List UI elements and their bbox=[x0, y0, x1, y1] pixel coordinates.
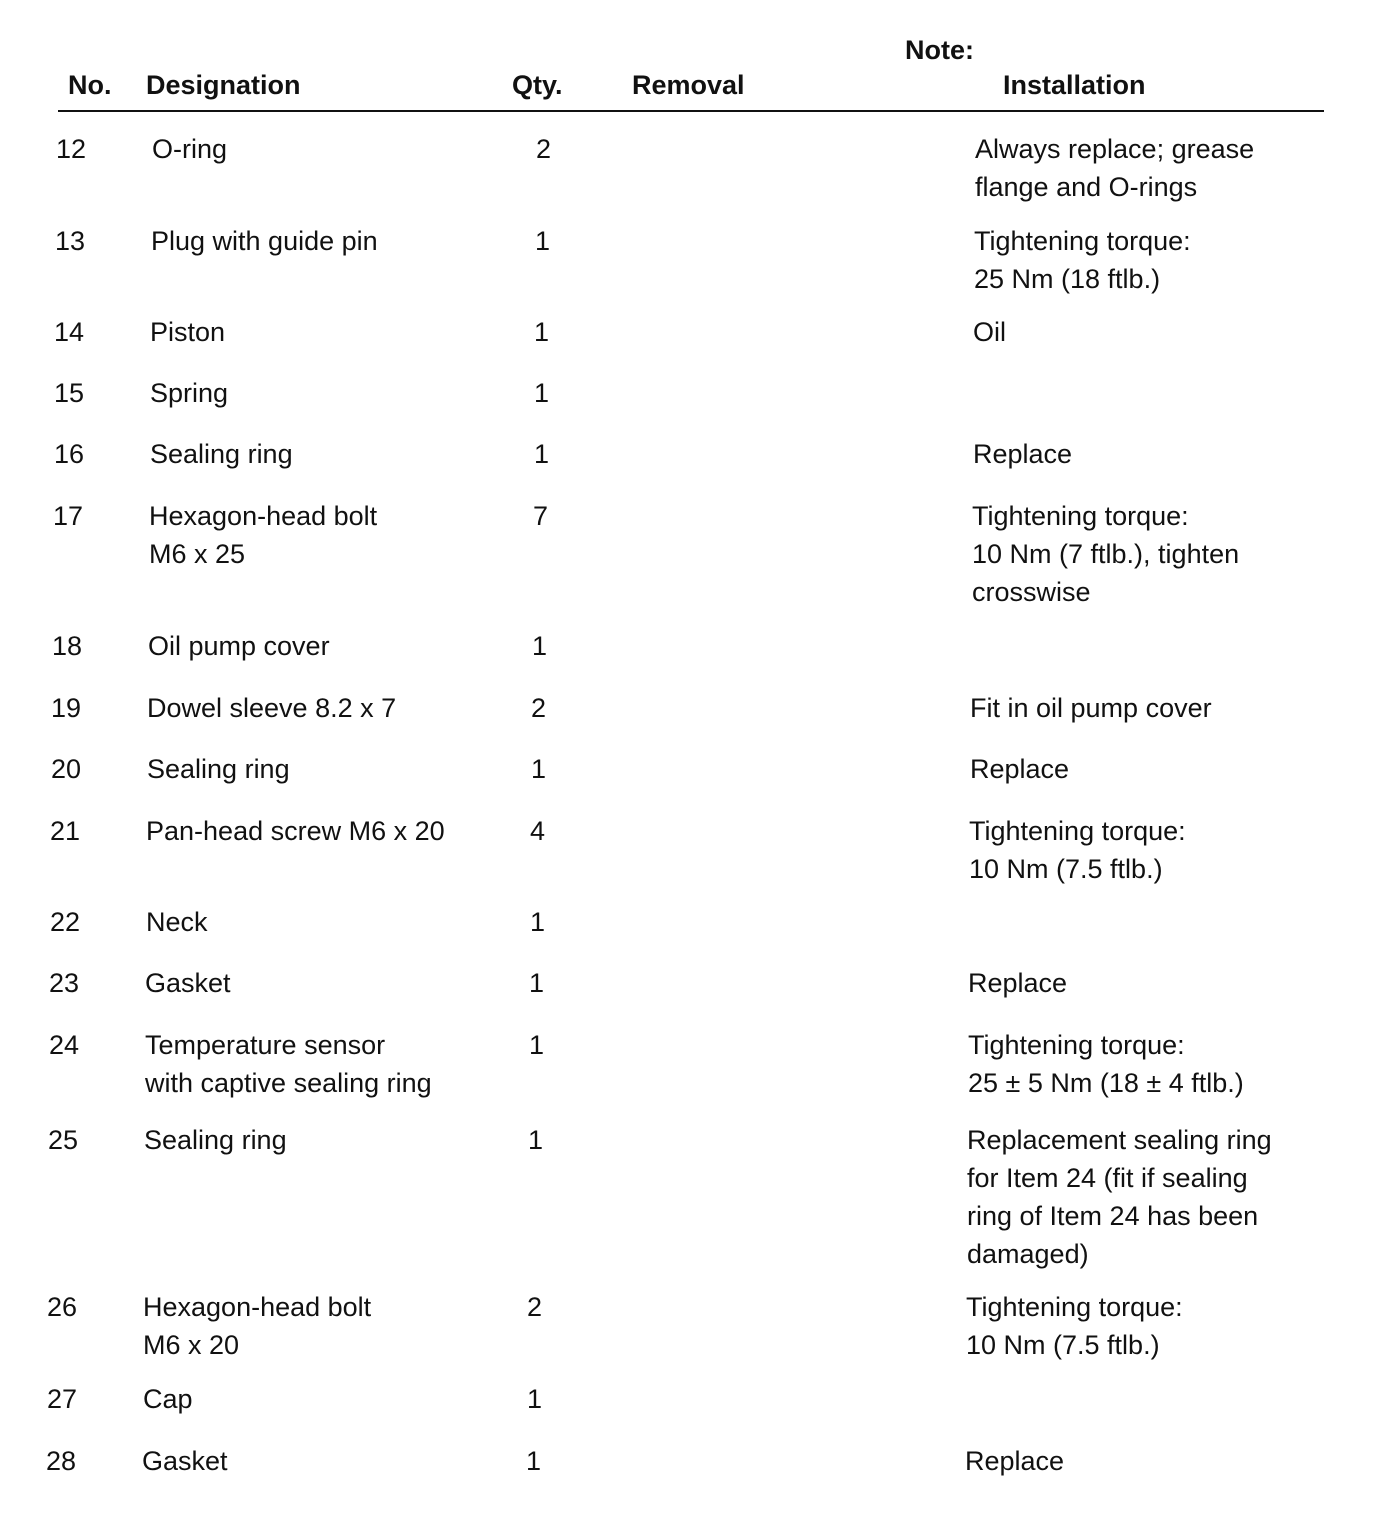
table-row bbox=[4, 130, 1285, 206]
item-installation-note: Tightening torque: 10 Nm (7.5 ftlb.) bbox=[966, 1292, 1183, 1360]
item-quantity: 2 bbox=[535, 134, 551, 164]
item-designation: Temperature sensor with captive sealing ring bbox=[145, 1030, 432, 1098]
table-row bbox=[2, 435, 1283, 473]
item-quantity: 1 bbox=[528, 1030, 544, 1060]
table-row bbox=[0, 1026, 1278, 1102]
item-designation: Gasket bbox=[145, 968, 231, 998]
item-quantity: 1 bbox=[530, 754, 546, 784]
item-installation-note: Fit in oil pump cover bbox=[970, 693, 1212, 723]
header-qty: Qty. bbox=[512, 70, 563, 100]
item-installation-note: Oil bbox=[973, 317, 1006, 347]
table-row bbox=[2, 313, 1283, 351]
item-number: 24 bbox=[49, 1030, 80, 1060]
table-row bbox=[0, 1442, 1275, 1480]
item-quantity: 1 bbox=[533, 378, 549, 408]
item-number: 13 bbox=[55, 226, 86, 256]
item-quantity: 7 bbox=[532, 501, 548, 531]
table-row bbox=[0, 627, 1281, 665]
table-row bbox=[0, 1121, 1277, 1273]
item-quantity: 1 bbox=[526, 1384, 542, 1414]
item-number: 12 bbox=[56, 134, 87, 164]
table-row bbox=[0, 689, 1280, 727]
item-designation: Piston bbox=[150, 317, 226, 347]
item-installation-note: Tightening torque: 25 Nm (18 ftlb.) bbox=[974, 226, 1191, 294]
item-quantity: 2 bbox=[530, 693, 546, 723]
item-installation-note: Replace bbox=[973, 439, 1073, 469]
table-row bbox=[0, 964, 1278, 1002]
item-quantity: 1 bbox=[525, 1446, 541, 1476]
table-row bbox=[0, 903, 1279, 941]
item-number: 17 bbox=[53, 501, 84, 531]
item-designation: Oil pump cover bbox=[148, 631, 330, 661]
item-number: 25 bbox=[48, 1125, 79, 1155]
table-row bbox=[0, 812, 1279, 888]
item-number: 20 bbox=[51, 754, 82, 784]
item-installation-note: Always replace; grease flange and O-rings bbox=[975, 134, 1255, 202]
item-number: 26 bbox=[47, 1292, 78, 1322]
item-quantity: 1 bbox=[529, 907, 545, 937]
header-divider bbox=[58, 110, 1324, 112]
item-number: 23 bbox=[49, 968, 80, 998]
item-quantity: 4 bbox=[529, 816, 545, 846]
item-installation-note: Tightening torque: 10 Nm (7 ftlb.), tighten crosswise bbox=[972, 501, 1240, 607]
item-quantity: 1 bbox=[534, 226, 550, 256]
item-designation: Hexagon-head bolt M6 x 25 bbox=[149, 501, 378, 569]
item-designation: Hexagon-head bolt M6 x 20 bbox=[143, 1292, 372, 1360]
header-no: No. bbox=[68, 70, 112, 100]
table-header bbox=[0, 0, 1376, 112]
item-number: 18 bbox=[52, 631, 83, 661]
item-quantity: 1 bbox=[531, 631, 547, 661]
table-row bbox=[0, 1288, 1276, 1364]
item-installation-note: Replace bbox=[970, 754, 1070, 784]
item-quantity: 1 bbox=[533, 439, 549, 469]
item-designation: Pan-head screw M6 x 20 bbox=[146, 816, 445, 846]
item-number: 19 bbox=[51, 693, 82, 723]
item-installation-note: Replace bbox=[965, 1446, 1065, 1476]
item-number: 21 bbox=[50, 816, 81, 846]
table-row bbox=[1, 497, 1282, 611]
item-designation: O-ring bbox=[152, 134, 228, 164]
item-number: 14 bbox=[54, 317, 85, 347]
item-number: 22 bbox=[50, 907, 81, 937]
item-quantity: 2 bbox=[526, 1292, 542, 1322]
item-installation-note: Tightening torque: 25 ± 5 Nm (18 ± 4 ftlb.) bbox=[968, 1030, 1244, 1098]
header-note: Note: bbox=[905, 35, 974, 65]
item-number: 27 bbox=[47, 1384, 78, 1414]
item-designation: Sealing ring bbox=[147, 754, 290, 784]
item-designation: Dowel sleeve 8.2 x 7 bbox=[147, 693, 397, 723]
item-quantity: 1 bbox=[527, 1125, 543, 1155]
header-installation: Installation bbox=[1003, 70, 1146, 100]
table-row bbox=[2, 374, 1283, 412]
item-number: 15 bbox=[54, 378, 85, 408]
item-number: 16 bbox=[54, 439, 85, 469]
table-row bbox=[3, 222, 1284, 298]
item-designation: Spring bbox=[150, 378, 229, 408]
table-row bbox=[0, 1380, 1276, 1418]
item-designation: Sealing ring bbox=[150, 439, 293, 469]
item-designation: Gasket bbox=[142, 1446, 228, 1476]
header-removal: Removal bbox=[632, 70, 745, 100]
table-row bbox=[0, 750, 1280, 788]
item-designation: Sealing ring bbox=[144, 1125, 287, 1155]
item-designation: Neck bbox=[146, 907, 208, 937]
item-number: 28 bbox=[46, 1446, 77, 1476]
item-designation: Plug with guide pin bbox=[151, 226, 378, 256]
item-quantity: 1 bbox=[533, 317, 549, 347]
item-installation-note: Tightening torque: 10 Nm (7.5 ftlb.) bbox=[969, 816, 1186, 884]
item-installation-note: Replace bbox=[968, 968, 1068, 998]
item-quantity: 1 bbox=[528, 968, 544, 998]
item-designation: Cap bbox=[143, 1384, 193, 1414]
item-installation-note: Replacement sealing ring for Item 24 (fit if sealing ring of Item 24 has been damaged) bbox=[967, 1125, 1272, 1269]
header-designation: Designation bbox=[146, 70, 301, 100]
